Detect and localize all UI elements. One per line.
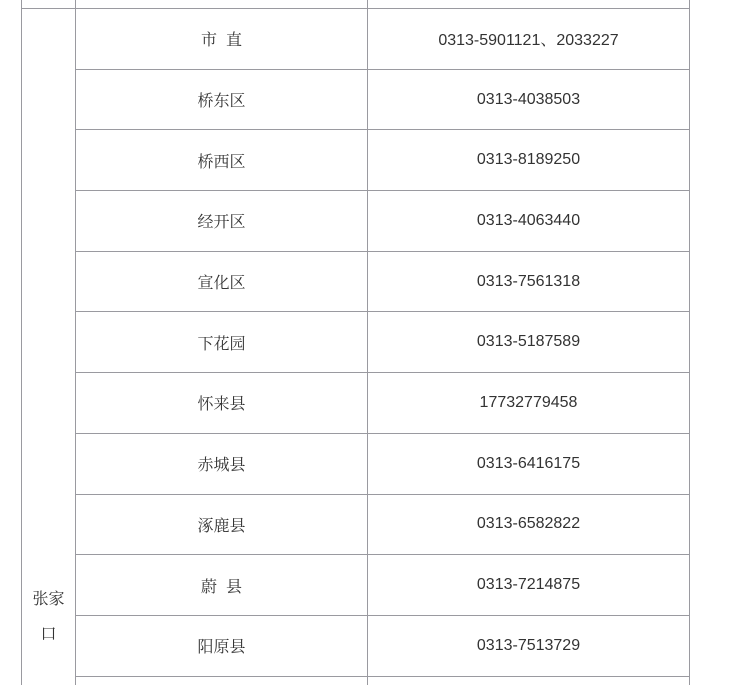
table-row xyxy=(76,9,690,70)
table-row-next-partial xyxy=(76,677,690,685)
phone-cell: 0313-7513729 xyxy=(368,616,690,676)
region-cell: 宣化区 xyxy=(76,252,368,312)
region-cell: 桥西区 xyxy=(76,130,368,190)
region-cell: 桥东区 xyxy=(76,70,368,130)
phone-cell: 17732779458 xyxy=(368,373,690,433)
region-cell: 怀来县 xyxy=(76,373,368,433)
phone-cell: 0313-6416175 xyxy=(368,434,690,494)
phone-cell: 0313-4038503 xyxy=(368,70,690,130)
table-row xyxy=(76,434,690,495)
region-cell: 下花园 xyxy=(76,312,368,372)
table-rows xyxy=(22,9,690,677)
region-cell: 赤城县 xyxy=(76,434,368,494)
table-row xyxy=(76,130,690,191)
phone-cell xyxy=(368,677,690,685)
region-cell: 市 直 xyxy=(76,9,368,69)
phone-cell: 0313-4063440 xyxy=(368,191,690,251)
region-cell: 经开区 xyxy=(76,191,368,251)
region-cell: 涿鹿县 xyxy=(76,495,368,555)
city-cell-previous xyxy=(22,0,76,8)
phone-cell: 0313-7561318 xyxy=(368,252,690,312)
contact-table xyxy=(21,0,690,685)
phone-cell: 0313-8189250 xyxy=(368,130,690,190)
city-group xyxy=(22,9,690,685)
table-row xyxy=(76,70,690,131)
region-cell xyxy=(76,677,368,685)
phone-cell: 0313-6582822 xyxy=(368,495,690,555)
region-cell xyxy=(76,0,368,8)
table-row xyxy=(76,252,690,313)
phone-cell: 0313-5901121、2033227 xyxy=(368,9,690,69)
city-label: 张家口 xyxy=(32,591,65,643)
city-merged-cell xyxy=(22,9,76,685)
table-row xyxy=(76,373,690,434)
table-row xyxy=(76,555,690,616)
table-row xyxy=(76,191,690,252)
region-cell: 蔚 县 xyxy=(76,555,368,615)
phone-cell xyxy=(368,0,690,8)
table-row xyxy=(76,495,690,556)
region-cell: 阳原县 xyxy=(76,616,368,676)
table-row xyxy=(76,312,690,373)
phone-cell: 0313-5187589 xyxy=(368,312,690,372)
table-row-previous-partial xyxy=(22,0,690,9)
table-row xyxy=(76,616,690,677)
phone-cell: 0313-7214875 xyxy=(368,555,690,615)
